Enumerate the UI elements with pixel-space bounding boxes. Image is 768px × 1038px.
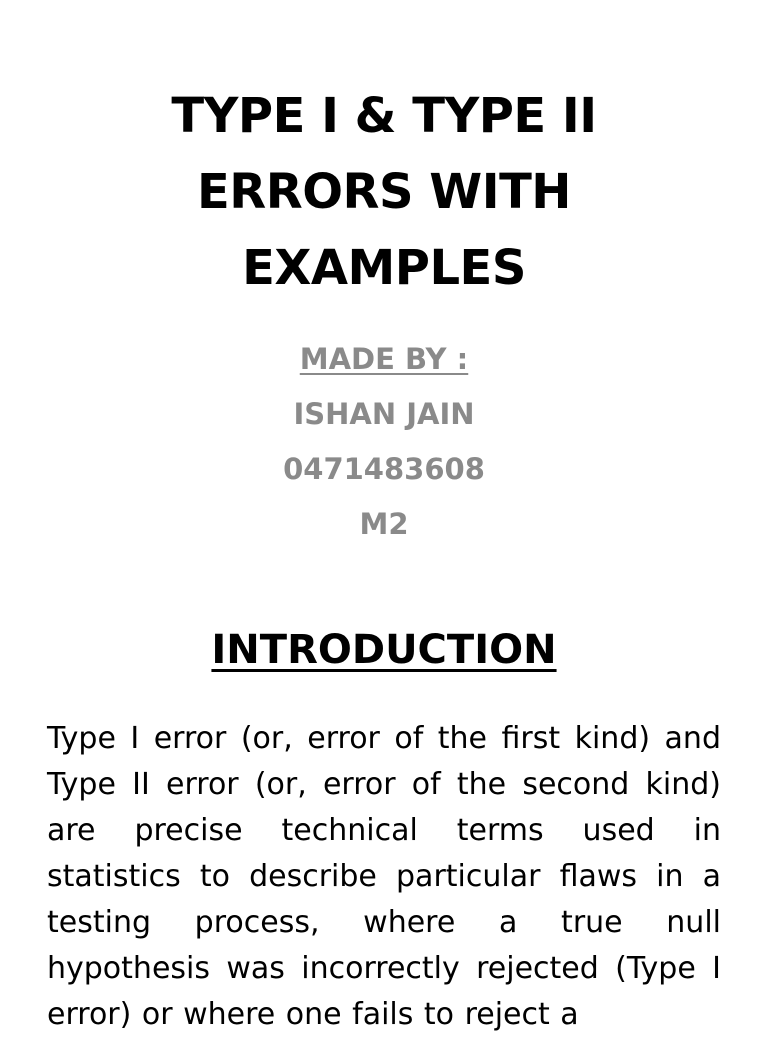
- author-name: ISHAN JAIN: [293, 397, 475, 431]
- introduction-slide: [0, 580, 768, 1032]
- section-label: M2: [359, 507, 409, 541]
- credits-block: [0, 332, 768, 552]
- title-line-3: EXAMPLES: [242, 240, 526, 296]
- title-line-1: TYPE I & TYPE II: [171, 88, 597, 144]
- made-by-label: MADE BY :: [299, 342, 469, 376]
- introduction-paragraph: Type I error (or, error of the first kind) and Type II error (or, error of the second kind) are precise technical terms used in statistics to describe particular flaws in a testing process, where a true null hypothesis was incorrectly rejected (Type I error) or where one fails to reject a: [47, 721, 721, 1032]
- introduction-heading-text: INTRODUCTION: [211, 627, 557, 673]
- introduction-heading: [0, 622, 768, 678]
- title-line-2: ERRORS WITH: [197, 164, 571, 220]
- roll-number: 0471483608: [283, 452, 485, 486]
- slide-title: [0, 78, 768, 306]
